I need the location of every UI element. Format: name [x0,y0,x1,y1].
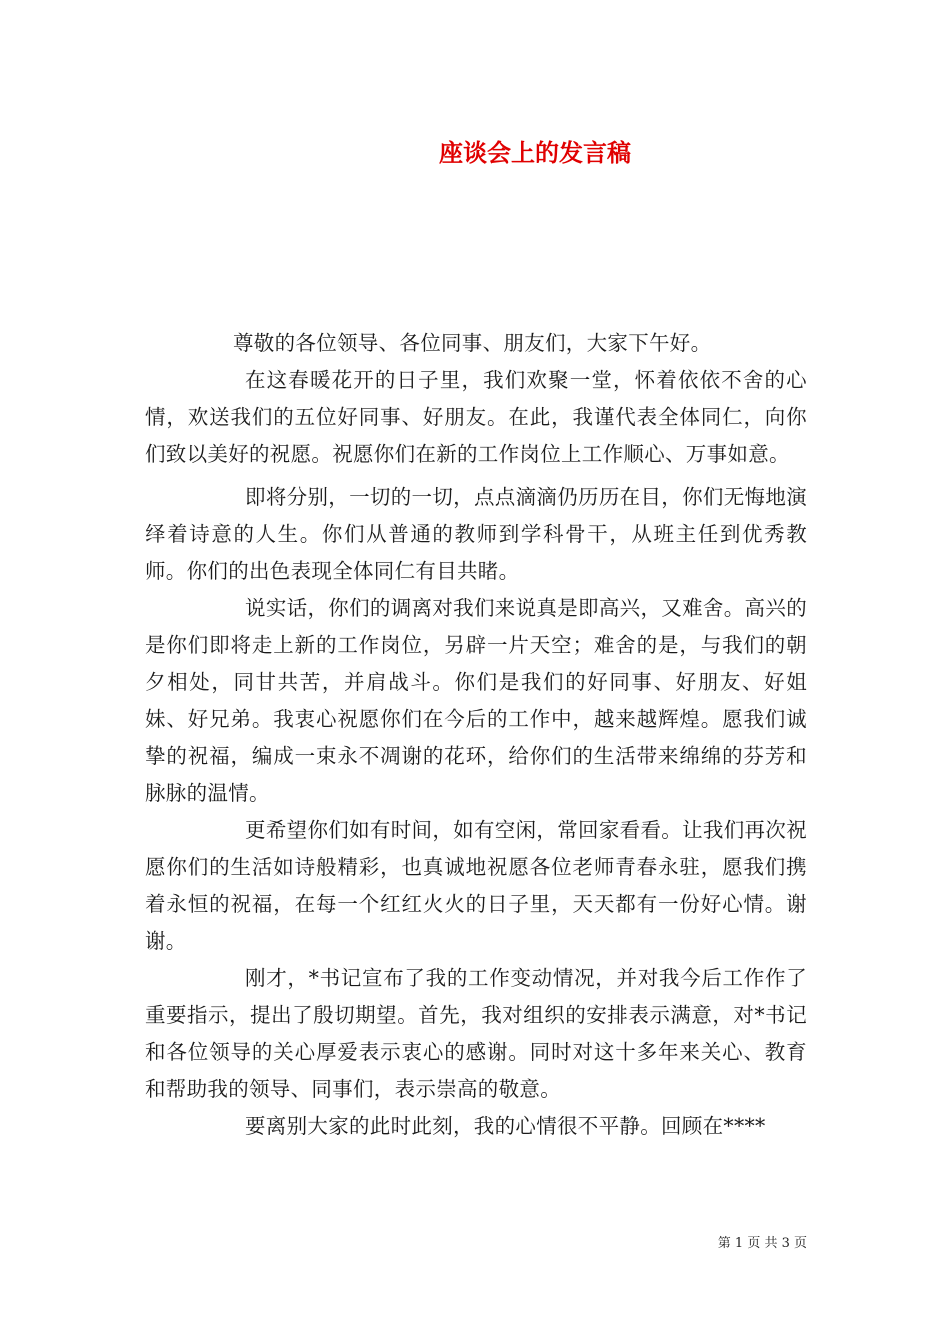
paragraph-greeting: 尊敬的各位领导、各位同事、朋友们，大家下午好。 [233,331,712,355]
paragraph: 在这春暖花开的日子里，我们欢聚一堂，怀着依依不舍的心情，欢送我们的五位好同事、好朋友。在此，我谨代表全体同仁，向你们致以美好的祝愿。祝愿你们在新的工作岗位上工作顺心、万事如意。 [145,368,807,466]
document-body [145,325,807,1145]
page-number: 第 1 页 共 3 页 [717,1236,807,1251]
paragraph: 更希望你们如有时间，如有空闲，常回家看看。让我们再次祝愿你们的生活如诗般精彩，也真诚地祝愿各位老师青春永驻，愿我们携着永恒的祝福，在每一个红红火火的日子里，天天都有一份好心情。谢谢。 [145,818,807,953]
paragraph: 即将分别，一切的一切，点点滴滴仍历历在目，你们无悔地演绎着诗意的人生。你们从普通的教师到学科骨干，从班主任到优秀教师。你们的出色表现全体同仁有目共睹。 [145,485,807,583]
paragraph: 刚才，*书记宣布了我的工作变动情况，并对我今后工作作了重要指示，提出了殷切期望。首先，我对组织的安排表示满意，对*书记和各位领导的关心厚爱表示衷心的感谢。同时对这十多年来关心、教育和帮助我的领导、同事们，表示崇高的敬意。 [145,966,807,1101]
document-title: 座谈会上的发言稿 [439,138,631,167]
paragraph: 要离别大家的此时此刻，我的心情很不平静。回顾在**** [245,1114,766,1138]
paragraph: 说实话，你们的调离对我们来说真是即高兴，又难舍。高兴的是你们即将走上新的工作岗位，另辟一片天空；难舍的是，与我们的朝夕相处，同甘共苦，并肩战斗。你们是我们的好同事、好朋友、好姐妹、好兄弟。我衷心祝愿你们在今后的工作中，越来越辉煌。愿我们诚挚的祝福，编成一束永不凋谢的花环，给你们的生活带来绵绵的芬芳和脉脉的温情。 [145,596,807,805]
